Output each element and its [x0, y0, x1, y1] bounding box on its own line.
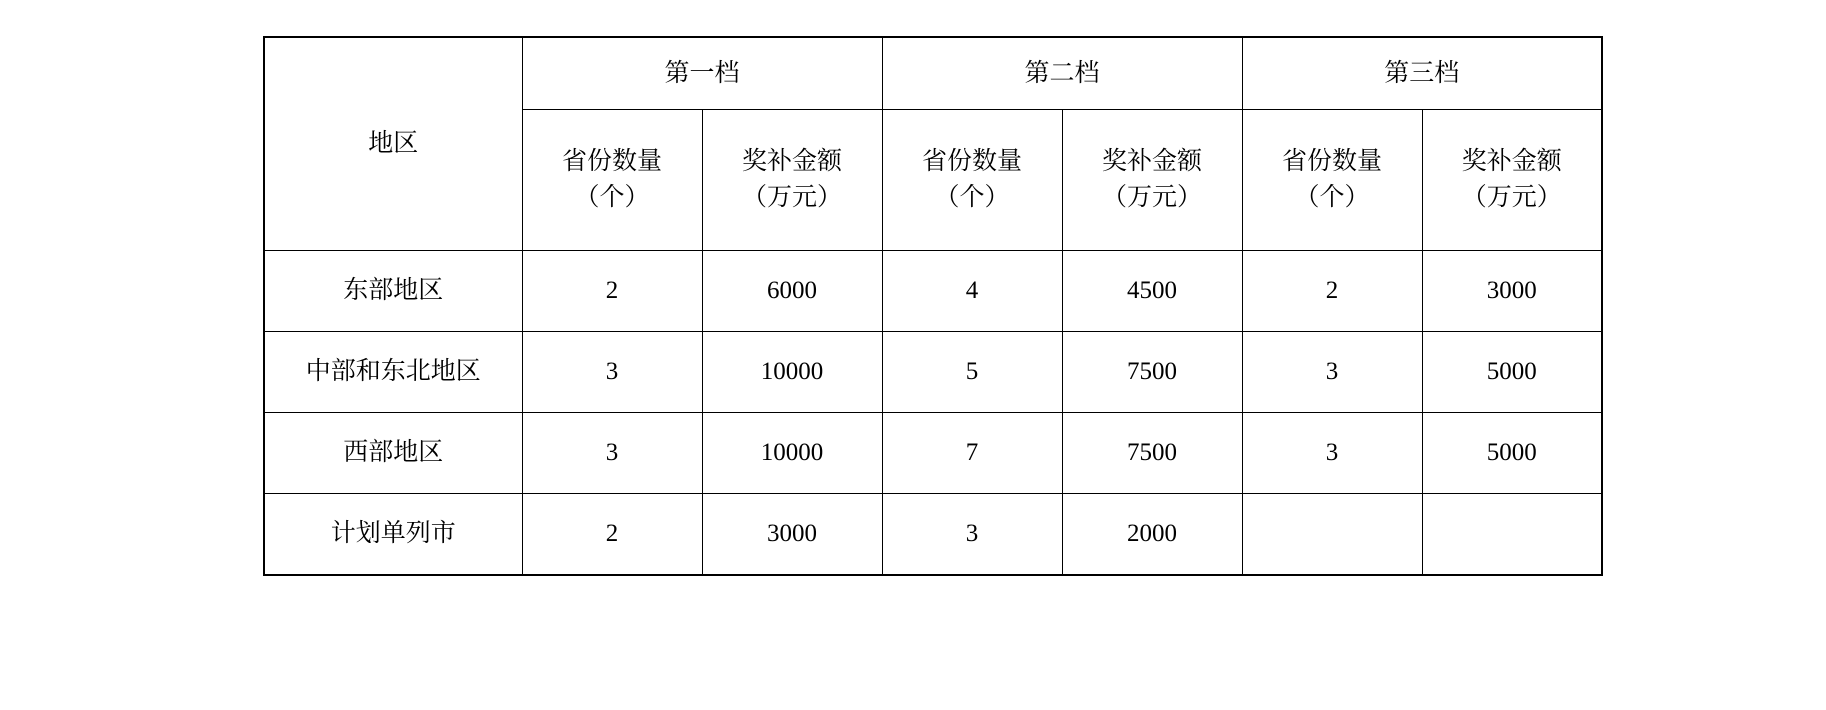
table-row [264, 413, 1602, 494]
header-tier-1-subsidy-amount [702, 110, 882, 251]
header-tier-1: 第一档 [522, 37, 882, 110]
row-2-cell-5: 5000 [1422, 413, 1602, 494]
header-tier-2-subsidy-amount [1062, 110, 1242, 251]
header-tier-2: 第二档 [882, 37, 1242, 110]
header-tier-2-subsidy-amount-line2: （万元） [1102, 184, 1203, 211]
header-tier-3: 第三档 [1242, 37, 1602, 110]
row-2-cell-0: 3 [522, 413, 702, 494]
row-3-cell-3: 2000 [1062, 494, 1242, 576]
row-2-cell-1: 10000 [702, 413, 882, 494]
row-3-cell-5 [1422, 494, 1602, 576]
row-0-region: 东部地区 [264, 251, 522, 332]
header-tier-1-subsidy-amount-line1: 奖补金额 [742, 147, 843, 175]
row-0-cell-3: 4500 [1062, 251, 1242, 332]
row-1-cell-0: 3 [522, 332, 702, 413]
header-tier-2-province-count [882, 110, 1062, 251]
header-tier-3-province-count-line2: （个） [1294, 184, 1370, 211]
header-tier-1-subsidy-amount-line2: （万元） [742, 184, 843, 211]
footer-note [70, 670, 1770, 704]
row-3-cell-4 [1242, 494, 1422, 576]
row-3-cell-1: 3000 [702, 494, 882, 576]
table-row [264, 332, 1602, 413]
subsidy-table [263, 36, 1603, 576]
header-tier-3-subsidy-amount-line1: 奖补金额 [1461, 147, 1562, 175]
header-tier-3-subsidy-amount [1422, 110, 1602, 251]
table-row [264, 251, 1602, 332]
row-2-cell-2: 7 [882, 413, 1062, 494]
row-2-region: 西部地区 [264, 413, 522, 494]
row-1-cell-5: 5000 [1422, 332, 1602, 413]
header-tier-1-province-count-line2: （个） [574, 184, 650, 211]
header-tier-1-province-count [522, 110, 702, 251]
row-0-cell-1: 6000 [702, 251, 882, 332]
header-tier-3-subsidy-amount-line2: （万元） [1461, 184, 1562, 211]
row-1-cell-1: 10000 [702, 332, 882, 413]
row-3-region: 计划单列市 [264, 494, 522, 576]
header-region: 地区 [264, 37, 522, 251]
row-1-cell-3: 7500 [1062, 332, 1242, 413]
header-tier-3-province-count [1242, 110, 1422, 251]
header-tier-2-province-count-line2: （个） [934, 184, 1010, 211]
row-0-cell-2: 4 [882, 251, 1062, 332]
row-1-cell-4: 3 [1242, 332, 1422, 413]
table-header-row-tiers [264, 37, 1602, 110]
header-tier-3-province-count-line1: 省份数量 [1282, 147, 1383, 175]
row-2-cell-3: 7500 [1062, 413, 1242, 494]
table-body [264, 251, 1602, 576]
row-2-cell-4: 3 [1242, 413, 1422, 494]
table-row [264, 494, 1602, 576]
table-head [264, 37, 1602, 251]
row-3-cell-2: 3 [882, 494, 1062, 576]
row-0-cell-0: 2 [522, 251, 702, 332]
header-tier-1-province-count-line1: 省份数量 [561, 147, 662, 175]
row-0-cell-5: 3000 [1422, 251, 1602, 332]
row-0-cell-4: 2 [1242, 251, 1422, 332]
table-container [263, 36, 1562, 576]
row-1-cell-2: 5 [882, 332, 1062, 413]
header-tier-2-subsidy-amount-line1: 奖补金额 [1102, 147, 1203, 175]
header-tier-2-province-count-line1: 省份数量 [922, 147, 1023, 175]
row-3-cell-0: 2 [522, 494, 702, 576]
row-1-region: 中部和东北地区 [264, 332, 522, 413]
